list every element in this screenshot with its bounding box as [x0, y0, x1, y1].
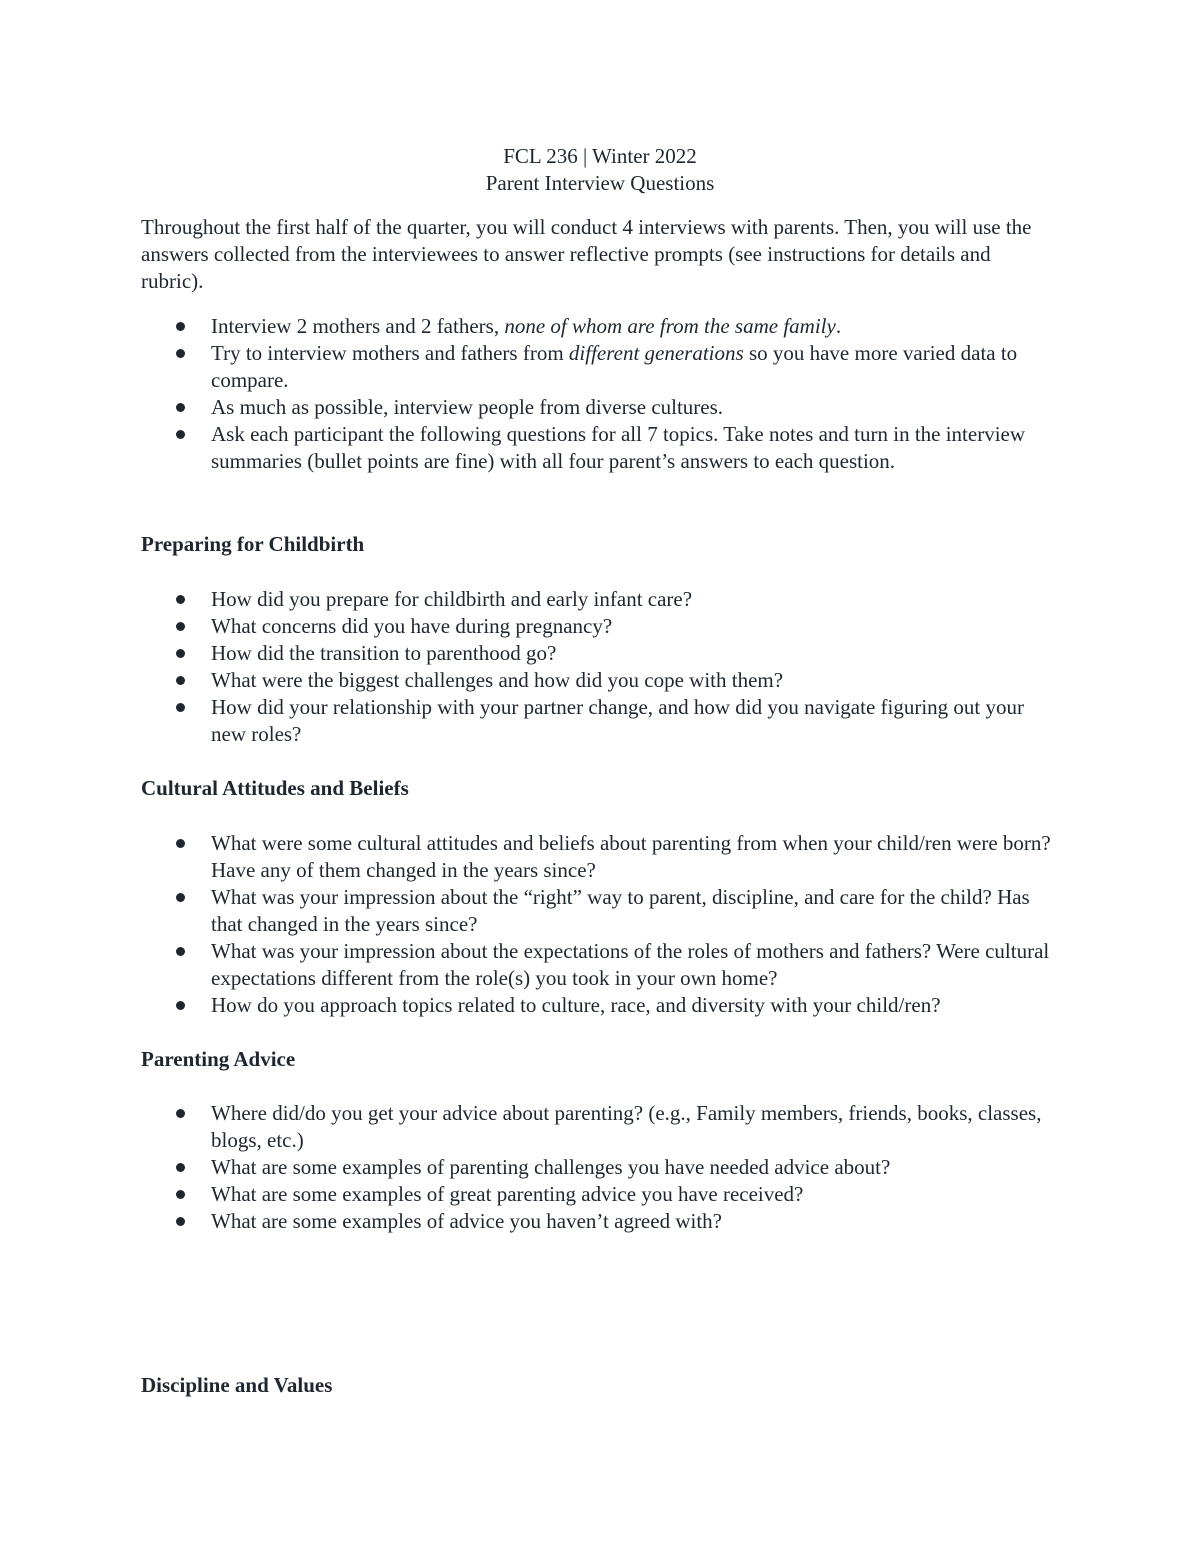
bullet-icon — [176, 1163, 185, 1172]
list-item: What was your impression about the expectations of the roles of mothers and fathers? Were cultural expectations different from the role(s) you took in your own home? — [141, 938, 1051, 992]
advice-questions — [141, 1100, 1051, 1235]
bullet-icon — [176, 430, 185, 439]
list-item: Ask each participant the following questions for all 7 topics. Take notes and turn in the interview summaries (bullet points are fine) with all four parent’s answers to each question. — [141, 421, 1051, 475]
list-item: What are some examples of great parenting advice you have received? — [141, 1181, 1051, 1208]
course-title: FCL 236 | Winter 2022 — [503, 144, 697, 168]
list-item: What concerns did you have during pregnancy? — [141, 613, 1051, 640]
bullet-icon — [176, 349, 185, 358]
bullet-icon — [176, 947, 185, 956]
list-item: How do you approach topics related to culture, race, and diversity with your child/ren? — [141, 992, 1051, 1019]
bullet-icon — [176, 649, 185, 658]
list-item: Where did/do you get your advice about parenting? (e.g., Family members, friends, books, classes, blogs, etc.) — [141, 1100, 1051, 1154]
list-item: Try to interview mothers and fathers from different generations so you have more varied data to compare. — [141, 340, 1051, 394]
bullet-icon — [176, 1217, 185, 1226]
list-item: How did your relationship with your partner change, and how did you navigate figuring out your new roles? — [141, 694, 1051, 748]
childbirth-questions — [141, 586, 1051, 748]
section-heading-cultural: Cultural Attitudes and Beliefs — [141, 776, 409, 800]
bullet-icon — [176, 595, 185, 604]
intro-paragraph: Throughout the first half of the quarter, you will conduct 4 interviews with parents. Then, you will use the answers collected from the interviewees to answer reflective prompts (see instructions for details and rubric). — [141, 215, 1032, 293]
bullet-icon — [176, 1190, 185, 1199]
bullet-icon — [176, 322, 185, 331]
section-heading-childbirth: Preparing for Childbirth — [141, 532, 365, 556]
list-item: Interview 2 mothers and 2 fathers, none of whom are from the same family. — [141, 313, 1051, 340]
bullet-icon — [176, 1001, 185, 1010]
bullet-icon — [176, 622, 185, 631]
list-item: As much as possible, interview people from diverse cultures. — [141, 394, 1051, 421]
list-item: What are some examples of advice you haven’t agreed with? — [141, 1208, 1051, 1235]
bullet-icon — [176, 1109, 185, 1118]
section-heading-discipline: Discipline and Values — [141, 1373, 333, 1397]
bullet-icon — [176, 839, 185, 848]
list-item: What was your impression about the “right” way to parent, discipline, and care for the child? Has that changed in the years since? — [141, 884, 1051, 938]
list-item: What are some examples of parenting challenges you have needed advice about? — [141, 1154, 1051, 1181]
bullet-icon — [176, 403, 185, 412]
bullet-icon — [176, 893, 185, 902]
list-item: How did the transition to parenthood go? — [141, 640, 1051, 667]
bullet-icon — [176, 676, 185, 685]
cultural-questions — [141, 830, 1051, 1019]
bullet-icon — [176, 703, 185, 712]
document-subtitle: Parent Interview Questions — [485, 171, 715, 195]
list-item: What were the biggest challenges and how did you cope with them? — [141, 667, 1051, 694]
instructions-list — [141, 313, 1051, 475]
list-item: What were some cultural attitudes and beliefs about parenting from when your child/ren were born? Have any of them changed in the years since? — [141, 830, 1051, 884]
list-item: How did you prepare for childbirth and early infant care? — [141, 586, 1051, 613]
section-heading-advice: Parenting Advice — [141, 1047, 296, 1071]
